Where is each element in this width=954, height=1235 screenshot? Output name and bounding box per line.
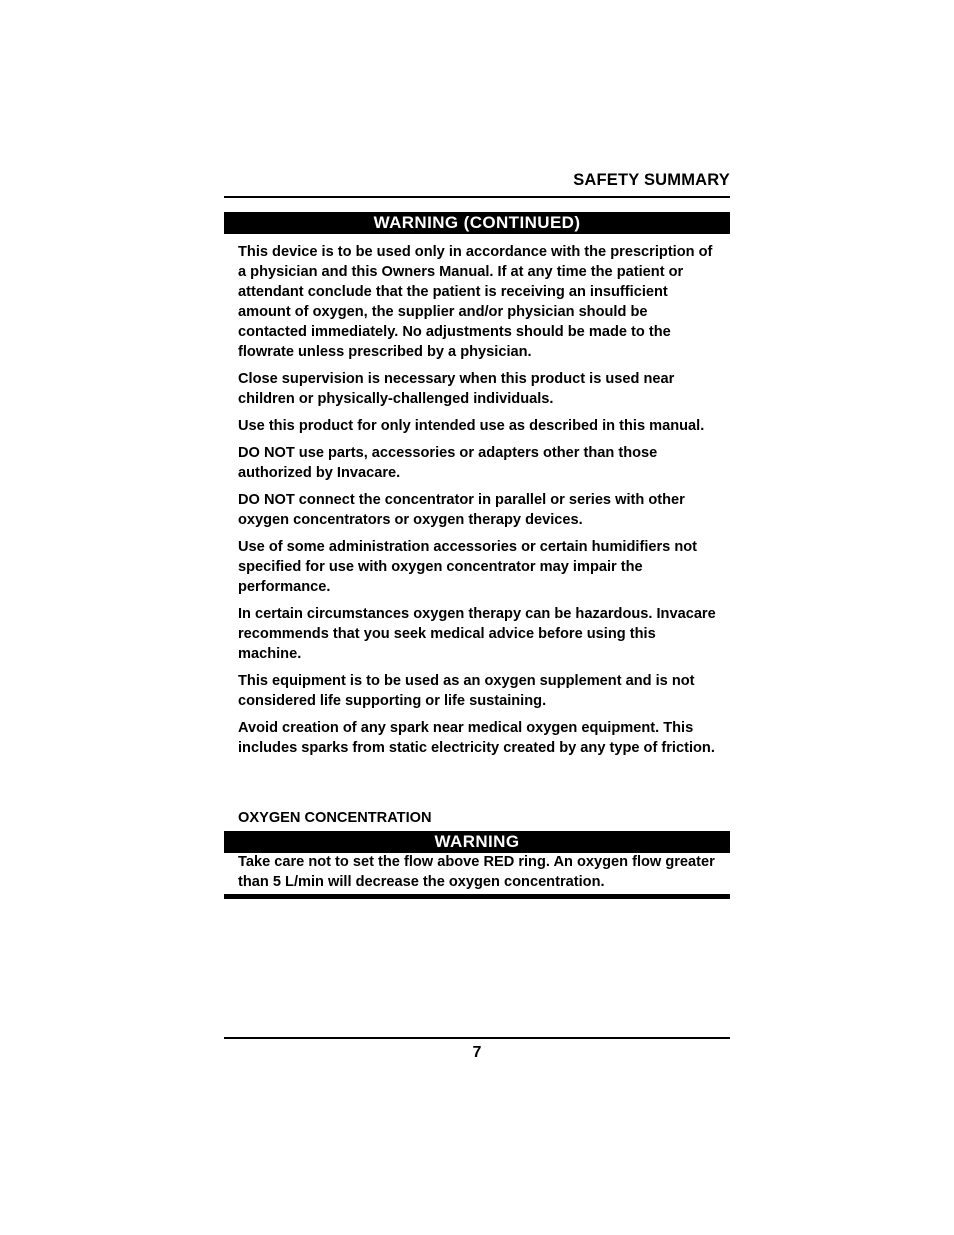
warning-end-divider [224,894,730,899]
warning-paragraph: Use this product for only intended use as described in this manual. [238,418,705,434]
page-number: 7 [472,1044,482,1061]
manual-page [224,0,730,1235]
warning-paragraph: In certain circumstances oxygen therapy can be hazardous. Invacare recommends that you seek medical advice before using this machine. [238,606,716,662]
warning-paragraph: This equipment is to be used as an oxygen supplement and is not considered life supporting or life sustaining. [238,673,695,709]
oxygen-warning-text: Take care not to set the flow above RED ring. An oxygen flow greater than 5 L/min will decrease the oxygen concentration. [238,854,715,890]
warning-continued-body [238,242,718,765]
warning-paragraph: Close supervision is necessary when this product is used near children or physically-challenged individuals. [238,371,675,407]
header-divider [224,196,730,198]
footer-divider [224,1037,730,1039]
warning-paragraph: DO NOT connect the concentrator in parallel or series with other oxygen concentrators or oxygen therapy devices. [238,492,685,528]
warning-paragraph: DO NOT use parts, accessories or adapters other than those authorized by Invacare. [238,445,658,481]
oxygen-warning-body [238,853,724,892]
warning-paragraph: This device is to be used only in accordance with the prescription of a physician and this Owners Manual. If at any time the patient or attendant conclude that the patient is receiving an insufficient amount of oxygen, the supplier and/or physician should be contacted immediately. No adjustments should be made to the flowrate unless prescribed by a physician. [238,244,713,360]
warning-paragraph: Avoid creation of any spark near medical oxygen equipment. This includes sparks from static electricity created by any type of friction. [238,720,715,756]
warning-banner: WARNING [224,831,730,853]
oxygen-concentration-heading: OXYGEN CONCENTRATION [238,810,432,826]
warning-paragraph: Use of some administration accessories or certain humidifiers not specified for use with oxygen concentrator may impair the performance. [238,539,698,595]
warning-continued-banner: WARNING (CONTINUED) [224,212,730,234]
section-title: SAFETY SUMMARY [573,171,730,189]
